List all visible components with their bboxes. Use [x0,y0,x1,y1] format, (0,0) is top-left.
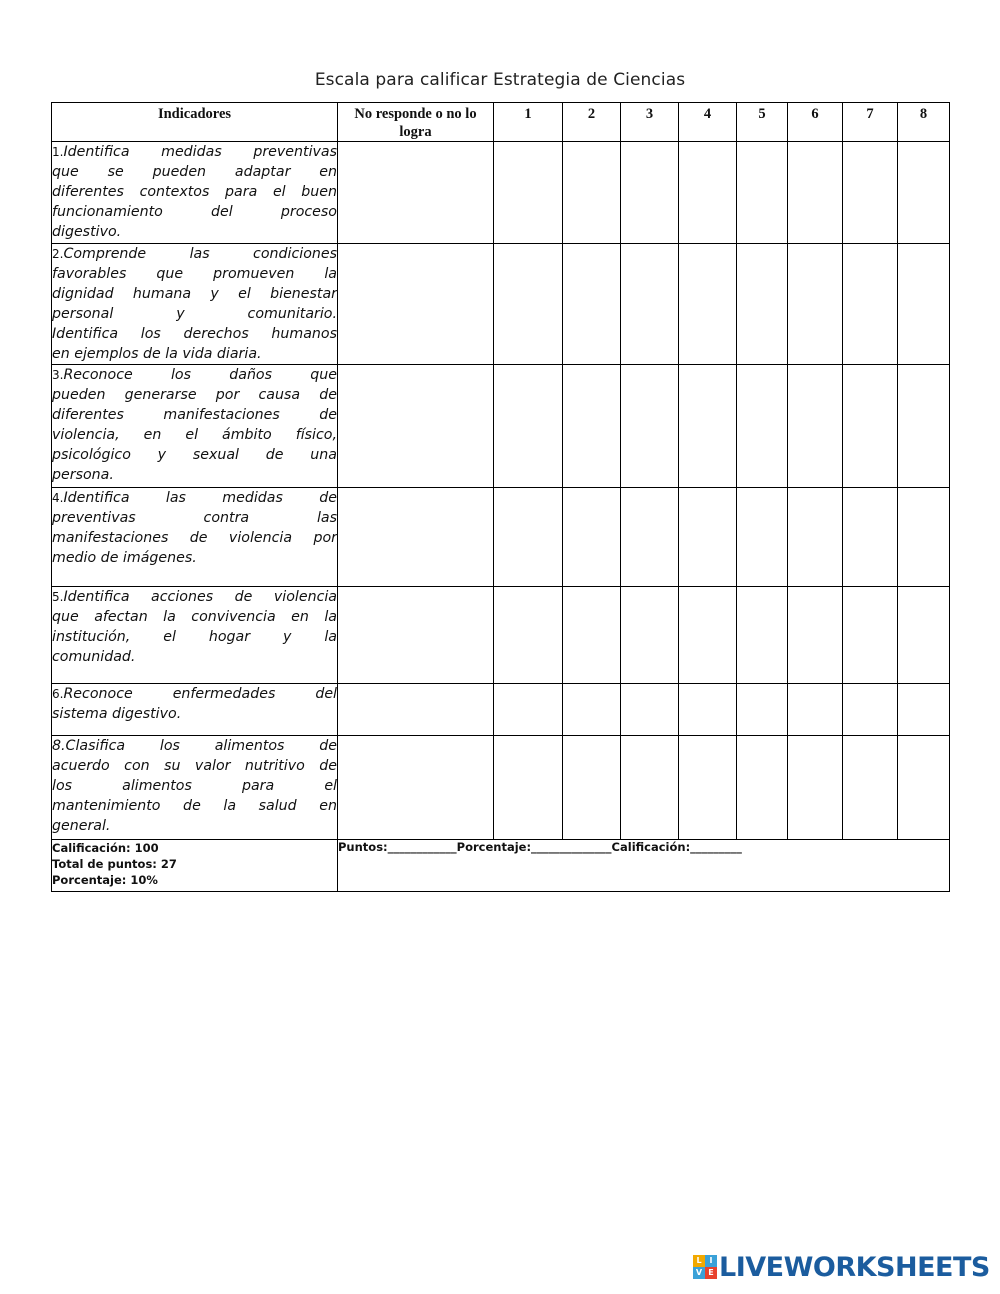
score-cell[interactable] [737,365,788,488]
footer-calificacion: Calificación: 100 [52,841,159,855]
score-cell[interactable] [494,684,563,736]
score-cell[interactable] [788,365,843,488]
indicator-line [52,465,337,485]
indicator-text [52,142,338,244]
score-cell[interactable] [898,488,950,587]
score-cell[interactable] [737,244,788,365]
indicator-line-text: los alimentos para el [52,778,337,794]
indicator-line [52,385,337,405]
score-cell[interactable] [788,587,843,684]
score-cell[interactable] [737,488,788,587]
indicator-line [52,182,337,202]
score-cell[interactable] [338,488,494,587]
indicator-text [52,244,338,365]
score-cell[interactable] [843,142,898,244]
score-cell[interactable] [338,244,494,365]
indicator-line-text: diferentes contextos para el buen [52,184,337,200]
page-title: Escala para calificar Estrategia de Ciencias [314,70,686,90]
indicator-line [52,607,337,627]
indicator-line [52,816,337,836]
indicator-line-text: dignidad humana y el bienestar [52,286,337,302]
indicator-line-text: personal y comunitario. [52,306,337,322]
score-cell[interactable] [843,684,898,736]
score-cell[interactable] [843,587,898,684]
header-level-4: 4 [679,103,737,142]
logo-mark-letter: E [705,1267,717,1279]
indicator-line-text: Identifica medidas preventivas [63,144,337,160]
score-cell[interactable] [898,736,950,840]
indicator-line-text: que afectan la convivencia en la [52,609,337,625]
indicator-line-text: violencia, en el ámbito físico, [52,427,337,443]
indicator-line [52,704,337,724]
indicator-line-text: diferentes manifestaciones de [52,407,337,423]
indicator-line [52,776,337,796]
indicator-text [52,587,338,684]
indicator-line-text: preventivas contra las [52,510,337,526]
logo-mark-letter: L [693,1255,705,1267]
indicator-row [52,587,950,684]
score-cell[interactable] [621,736,679,840]
indicator-line-text: que se pueden adaptar en [52,164,337,180]
indicator-line-text: Comprende las condiciones [63,246,337,262]
indicator-line-text: en ejemplos de la vida diaria. [52,346,262,362]
indicator-line [52,344,337,364]
score-cell[interactable] [494,142,563,244]
score-cell[interactable] [679,736,737,840]
score-cell[interactable] [338,684,494,736]
header-row [52,103,950,142]
indicator-line [52,405,337,425]
indicator-line-text: Reconoce enfermedades del [63,686,337,702]
indicator-line-text: medio de imágenes. [52,550,197,566]
liveworksheets-logo [693,1252,990,1282]
indicator-line [52,488,337,508]
score-cell[interactable] [737,736,788,840]
header-level-2: 2 [563,103,621,142]
score-cell[interactable] [621,587,679,684]
score-cell[interactable] [494,365,563,488]
score-cell[interactable] [737,142,788,244]
indicator-number: 6. [52,687,64,701]
indicator-line [52,508,337,528]
indicator-line [52,425,337,445]
rubric-table [51,102,950,892]
score-cell[interactable] [563,142,621,244]
indicator-line [52,796,337,816]
score-cell[interactable] [843,244,898,365]
indicator-line-text: favorables que promueven la [52,266,337,282]
indicator-line [52,548,337,568]
score-cell[interactable] [563,587,621,684]
logo-mark-letter: V [693,1267,705,1279]
score-cell[interactable] [898,244,950,365]
indicator-line [52,304,337,324]
score-cell[interactable] [679,244,737,365]
indicator-line-text: Identifica las medidas de [63,490,337,506]
indicator-number: 3. [52,368,64,382]
score-cell[interactable] [494,488,563,587]
indicator-row [52,736,950,840]
indicator-line-text: Identifica los derechos humanos [52,326,337,342]
score-cell[interactable] [788,244,843,365]
score-cell[interactable] [737,684,788,736]
header-level-3: 3 [621,103,679,142]
indicator-line [52,736,337,756]
score-cell[interactable] [621,244,679,365]
indicator-number: 4. [52,491,64,505]
indicator-text [52,488,338,587]
footer-porcentaje: Porcentaje: 10% [52,873,158,887]
footer-row [52,840,950,892]
indicator-line [52,202,337,222]
score-cell[interactable] [788,736,843,840]
score-cell[interactable] [563,365,621,488]
header-no-responde: No responde o no lo logra [338,103,494,142]
score-cell[interactable] [679,142,737,244]
header-level-6: 6 [788,103,843,142]
indicator-line-text: persona. [52,467,114,483]
indicator-line [52,162,337,182]
indicator-line [52,284,337,304]
score-cell[interactable] [563,488,621,587]
header-level-7: 7 [843,103,898,142]
indicator-line-text: general. [52,818,111,834]
score-cell[interactable] [563,684,621,736]
indicator-number: 5. [52,590,64,604]
footer-summary [52,840,338,892]
header-indicadores: Indicadores [52,103,338,142]
indicator-line-text: 8.Clasifica los alimentos de [52,738,337,754]
score-cell[interactable] [679,488,737,587]
score-cell[interactable] [338,365,494,488]
score-cell[interactable] [788,488,843,587]
indicator-line [52,587,337,607]
header-level-1: 1 [494,103,563,142]
indicator-line [52,222,337,242]
indicator-line [52,244,337,264]
score-cell[interactable] [843,365,898,488]
score-cell[interactable] [621,142,679,244]
score-cell[interactable] [621,684,679,736]
indicator-text [52,684,338,736]
indicator-line-text: Reconoce los daños que [63,367,337,383]
score-cell[interactable] [679,587,737,684]
footer-fill-line[interactable]: Puntos:____________Porcentaje:______________Calificación:_________ [338,840,950,892]
indicator-line-text: institución, el hogar y la [52,629,337,645]
score-cell[interactable] [494,587,563,684]
score-cell[interactable] [898,142,950,244]
indicator-line [52,756,337,776]
indicator-number: 1. [52,145,64,159]
indicator-line-text: digestivo. [52,224,122,240]
footer-total-puntos: Total de puntos: 27 [52,857,177,871]
indicator-line-text: pueden generarse por causa de [52,387,337,403]
score-cell[interactable] [788,142,843,244]
score-cell[interactable] [898,365,950,488]
indicator-line [52,528,337,548]
score-cell[interactable] [737,587,788,684]
indicator-line [52,324,337,344]
indicator-line [52,445,337,465]
score-cell[interactable] [494,736,563,840]
indicator-line-text: manifestaciones de violencia por [52,530,337,546]
indicator-text [52,365,338,488]
score-cell[interactable] [679,365,737,488]
indicator-line [52,142,337,162]
logo-mark-letter: I [705,1255,717,1267]
score-cell[interactable] [338,736,494,840]
score-cell[interactable] [679,684,737,736]
indicator-row [52,244,950,365]
logo-mark-icon [693,1255,717,1279]
score-cell[interactable] [898,684,950,736]
indicator-text [52,736,338,840]
logo-text: LIVEWORKSHEETS [719,1251,990,1283]
score-cell[interactable] [621,365,679,488]
indicator-line [52,627,337,647]
indicator-number: 2. [52,247,64,261]
indicator-line [52,365,337,385]
score-cell[interactable] [338,587,494,684]
indicator-line [52,684,337,704]
header-level-5: 5 [737,103,788,142]
indicator-row [52,365,950,488]
score-cell[interactable] [494,244,563,365]
indicator-row [52,684,950,736]
score-cell[interactable] [563,244,621,365]
indicator-row [52,142,950,244]
score-cell[interactable] [898,587,950,684]
indicator-line-text: sistema digestivo. [52,706,182,722]
indicator-line [52,264,337,284]
score-cell[interactable] [621,488,679,587]
indicator-line-text: comunidad. [52,649,136,665]
indicator-line-text: mantenimiento de la salud en [52,798,337,814]
score-cell[interactable] [843,736,898,840]
indicator-line-text: acuerdo con su valor nutritivo de [52,758,337,774]
score-cell[interactable] [338,142,494,244]
score-cell[interactable] [563,736,621,840]
indicator-line [52,647,337,667]
header-level-8: 8 [898,103,950,142]
indicator-row [52,488,950,587]
score-cell[interactable] [843,488,898,587]
indicator-line-text: funcionamiento del proceso [52,204,337,220]
indicator-line-text: psicológico y sexual de una [52,447,337,463]
score-cell[interactable] [788,684,843,736]
indicator-line-text: Identifica acciones de violencia [63,589,337,605]
